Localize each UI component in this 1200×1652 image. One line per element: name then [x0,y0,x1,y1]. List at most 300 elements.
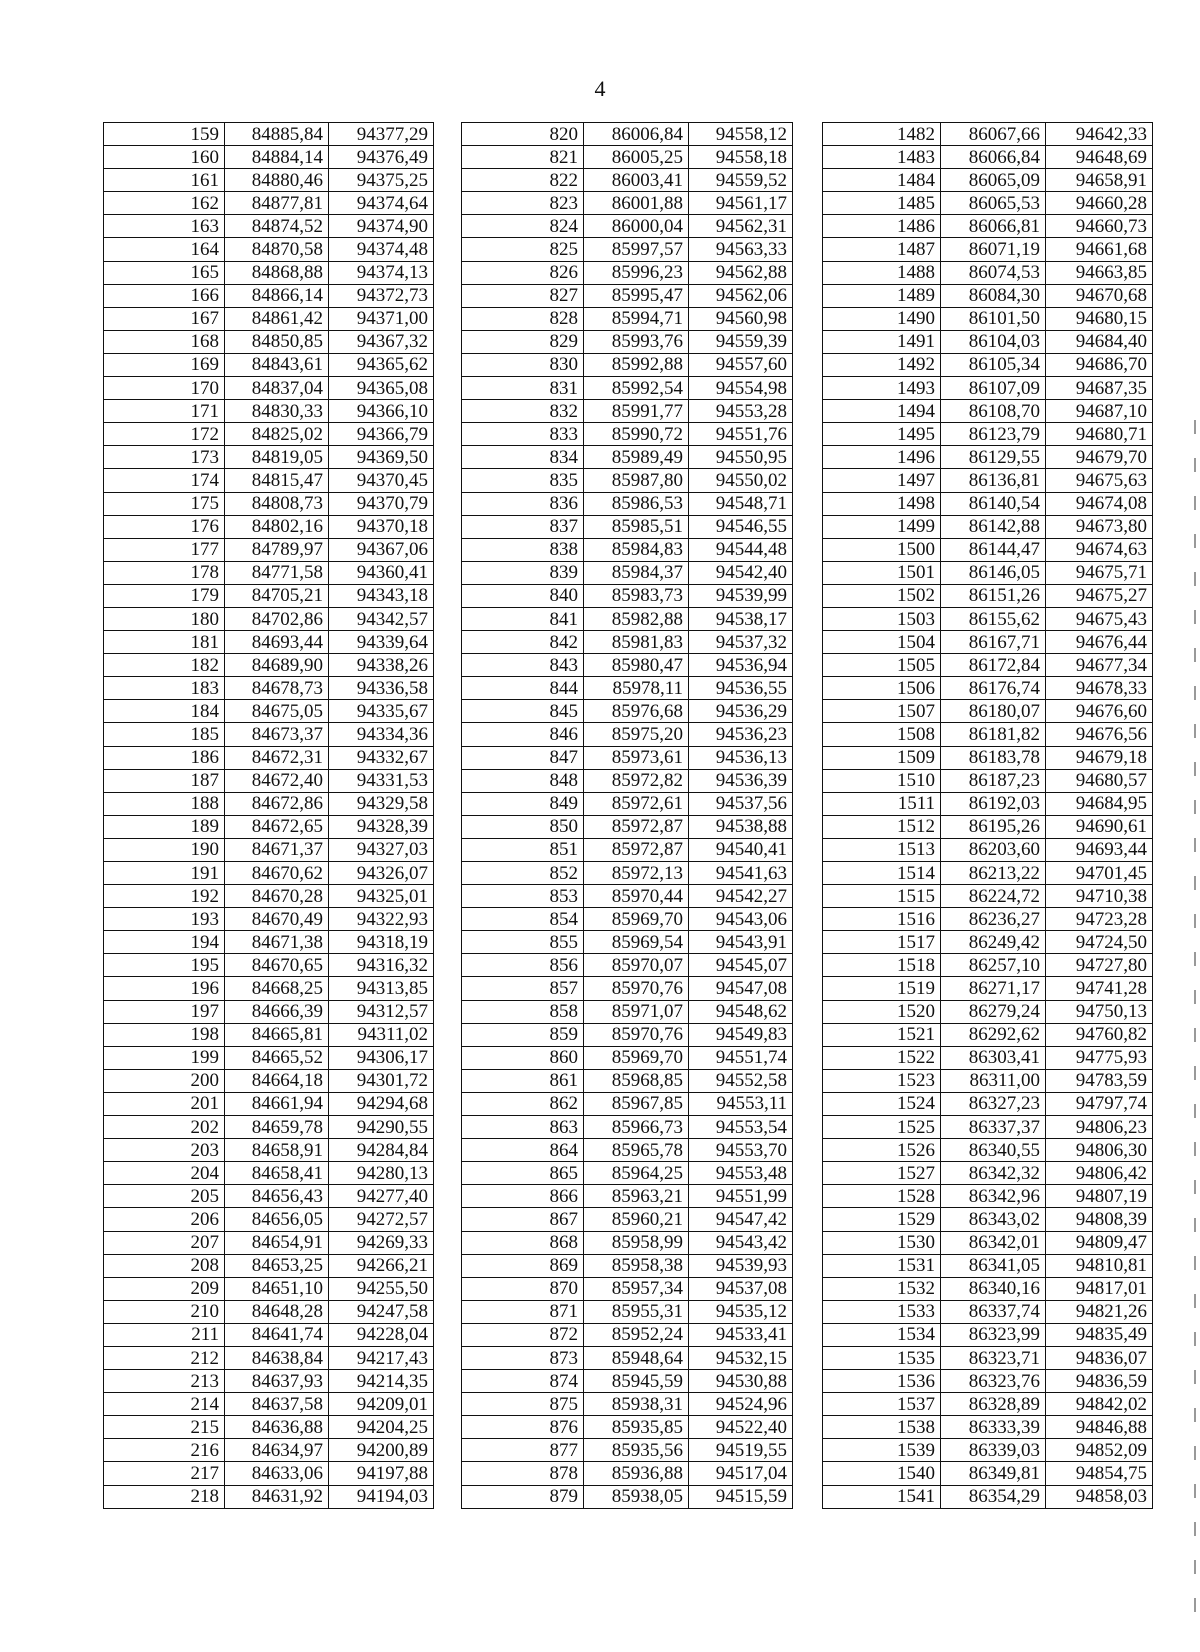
table-row [823,423,1153,446]
x-coordinate-cell: 86003,41 [584,169,689,192]
x-coordinate-cell: 84668,25 [225,977,329,1000]
point-number-cell: 216 [104,1439,225,1462]
table-row [462,1023,793,1046]
table-row [104,792,434,815]
point-number-cell: 837 [462,515,584,538]
x-coordinate-cell: 86342,96 [941,1185,1046,1208]
table-row [462,1300,793,1323]
table-row [104,1208,434,1231]
table-row [104,515,434,538]
table-row [104,169,434,192]
y-coordinate-cell: 94660,73 [1046,215,1153,238]
table-row [462,284,793,307]
x-coordinate-cell: 84634,97 [225,1439,329,1462]
y-coordinate-cell: 94370,18 [329,515,434,538]
y-coordinate-cell: 94551,74 [689,1046,793,1069]
x-coordinate-cell: 84636,88 [225,1416,329,1439]
table-row [462,862,793,885]
point-number-cell: 874 [462,1370,584,1393]
y-coordinate-cell: 94517,04 [689,1462,793,1485]
y-coordinate-cell: 94370,45 [329,469,434,492]
x-coordinate-cell: 85969,70 [584,908,689,931]
table-row [462,1092,793,1115]
y-coordinate-cell: 94217,43 [329,1346,434,1369]
x-coordinate-cell: 85958,99 [584,1231,689,1254]
point-number-cell: 856 [462,954,584,977]
table-row [462,746,793,769]
table-row [104,607,434,630]
y-coordinate-cell: 94675,63 [1046,469,1153,492]
point-number-cell: 836 [462,492,584,515]
x-coordinate-cell: 85955,31 [584,1300,689,1323]
point-number-cell: 820 [462,123,584,146]
x-coordinate-cell: 86142,88 [941,515,1046,538]
x-coordinate-cell: 85935,85 [584,1416,689,1439]
point-number-cell: 1493 [823,377,941,400]
point-number-cell: 213 [104,1370,225,1393]
point-number-cell: 187 [104,769,225,792]
table-row [104,677,434,700]
table-row [462,492,793,515]
x-coordinate-cell: 86333,39 [941,1416,1046,1439]
y-coordinate-cell: 94687,35 [1046,377,1153,400]
x-coordinate-cell: 85970,07 [584,954,689,977]
x-coordinate-cell: 85976,68 [584,700,689,723]
table-row [823,1277,1153,1300]
point-number-cell: 203 [104,1139,225,1162]
y-coordinate-cell: 94552,58 [689,1069,793,1092]
point-number-cell: 162 [104,192,225,215]
x-coordinate-cell: 85972,13 [584,862,689,885]
y-coordinate-cell: 94852,09 [1046,1439,1153,1462]
x-coordinate-cell: 85972,82 [584,769,689,792]
table-row [462,423,793,446]
point-number-cell: 183 [104,677,225,700]
table-row [104,1277,434,1300]
y-coordinate-cell: 94311,02 [329,1023,434,1046]
point-number-cell: 855 [462,931,584,954]
point-number-cell: 172 [104,423,225,446]
x-coordinate-cell: 85966,73 [584,1116,689,1139]
y-coordinate-cell: 94342,57 [329,607,434,630]
point-number-cell: 1507 [823,700,941,723]
x-coordinate-cell: 85968,85 [584,1069,689,1092]
x-coordinate-cell: 86323,99 [941,1323,1046,1346]
point-number-cell: 196 [104,977,225,1000]
table-row [462,769,793,792]
point-number-cell: 1505 [823,654,941,677]
x-coordinate-cell: 86249,42 [941,931,1046,954]
x-coordinate-cell: 84815,47 [225,469,329,492]
y-coordinate-cell: 94553,11 [689,1092,793,1115]
y-coordinate-cell: 94846,88 [1046,1416,1153,1439]
point-number-cell: 879 [462,1485,584,1508]
y-coordinate-cell: 94545,07 [689,954,793,977]
table-row [104,330,434,353]
table-row [823,238,1153,261]
point-number-cell: 1521 [823,1023,941,1046]
y-coordinate-cell: 94550,95 [689,446,793,469]
point-number-cell: 195 [104,954,225,977]
table-row [823,677,1153,700]
table-row [823,446,1153,469]
table-row [104,215,434,238]
point-number-cell: 1482 [823,123,941,146]
point-number-cell: 1501 [823,561,941,584]
table-row [823,1000,1153,1023]
x-coordinate-cell: 85964,25 [584,1162,689,1185]
table-row [462,931,793,954]
point-number-cell: 204 [104,1162,225,1185]
y-coordinate-cell: 94316,32 [329,954,434,977]
point-number-cell: 871 [462,1300,584,1323]
y-coordinate-cell: 94318,19 [329,931,434,954]
x-coordinate-cell: 84693,44 [225,631,329,654]
table-row [462,1462,793,1485]
point-number-cell: 826 [462,261,584,284]
point-number-cell: 1520 [823,1000,941,1023]
point-number-cell: 839 [462,561,584,584]
y-coordinate-cell: 94684,40 [1046,330,1153,353]
y-coordinate-cell: 94821,26 [1046,1300,1153,1323]
y-coordinate-cell: 94783,59 [1046,1069,1153,1092]
point-number-cell: 824 [462,215,584,238]
point-number-cell: 179 [104,584,225,607]
x-coordinate-cell: 84671,37 [225,838,329,861]
x-coordinate-cell: 84885,84 [225,123,329,146]
x-coordinate-cell: 85969,70 [584,1046,689,1069]
point-number-cell: 842 [462,631,584,654]
y-coordinate-cell: 94680,15 [1046,307,1153,330]
table-row [104,1300,434,1323]
table-row [462,469,793,492]
x-coordinate-cell: 84637,58 [225,1393,329,1416]
point-number-cell: 1529 [823,1208,941,1231]
table-row [823,261,1153,284]
x-coordinate-cell: 86271,17 [941,977,1046,1000]
point-number-cell: 865 [462,1162,584,1185]
x-coordinate-cell: 85991,77 [584,400,689,423]
point-number-cell: 188 [104,792,225,815]
table-row [462,215,793,238]
y-coordinate-cell: 94553,54 [689,1116,793,1139]
point-number-cell: 180 [104,607,225,630]
y-coordinate-cell: 94331,53 [329,769,434,792]
y-coordinate-cell: 94539,93 [689,1254,793,1277]
x-coordinate-cell: 84670,28 [225,885,329,908]
table-row [462,654,793,677]
point-number-cell: 1533 [823,1300,941,1323]
table-row [462,1139,793,1162]
x-coordinate-cell: 84689,90 [225,654,329,677]
table-row [823,1208,1153,1231]
point-number-cell: 852 [462,862,584,885]
table-row [104,238,434,261]
x-coordinate-cell: 84874,52 [225,215,329,238]
table-row [104,584,434,607]
point-number-cell: 202 [104,1116,225,1139]
table-row [104,1439,434,1462]
y-coordinate-cell: 94810,81 [1046,1254,1153,1277]
x-coordinate-cell: 84789,97 [225,538,329,561]
point-number-cell: 1485 [823,192,941,215]
table-row [823,492,1153,515]
x-coordinate-cell: 86311,00 [941,1069,1046,1092]
x-coordinate-cell: 85984,37 [584,561,689,584]
table-row [104,469,434,492]
y-coordinate-cell: 94551,99 [689,1185,793,1208]
x-coordinate-cell: 86192,03 [941,792,1046,815]
table-row [104,1092,434,1115]
table-row [462,515,793,538]
x-coordinate-cell: 85982,88 [584,607,689,630]
x-coordinate-cell: 85969,54 [584,931,689,954]
y-coordinate-cell: 94678,33 [1046,677,1153,700]
table-row [462,353,793,376]
x-coordinate-cell: 84670,62 [225,862,329,885]
x-coordinate-cell: 85957,34 [584,1277,689,1300]
y-coordinate-cell: 94536,13 [689,746,793,769]
table-row [823,792,1153,815]
table-row [823,746,1153,769]
point-number-cell: 189 [104,815,225,838]
x-coordinate-cell: 84656,43 [225,1185,329,1208]
point-number-cell: 859 [462,1023,584,1046]
point-number-cell: 185 [104,723,225,746]
y-coordinate-cell: 94858,03 [1046,1485,1153,1508]
y-coordinate-cell: 94557,60 [689,353,793,376]
point-number-cell: 845 [462,700,584,723]
x-coordinate-cell: 86181,82 [941,723,1046,746]
point-number-cell: 1532 [823,1277,941,1300]
table-row [104,1462,434,1485]
point-number-cell: 182 [104,654,225,677]
point-number-cell: 864 [462,1139,584,1162]
x-coordinate-cell: 86172,84 [941,654,1046,677]
table-row [823,862,1153,885]
point-number-cell: 867 [462,1208,584,1231]
x-coordinate-cell: 85971,07 [584,1000,689,1023]
point-number-cell: 181 [104,631,225,654]
x-coordinate-cell: 84825,02 [225,423,329,446]
y-coordinate-cell: 94374,90 [329,215,434,238]
point-number-cell: 847 [462,746,584,769]
y-coordinate-cell: 94559,39 [689,330,793,353]
point-number-cell: 1523 [823,1069,941,1092]
point-number-cell: 193 [104,908,225,931]
x-coordinate-cell: 84870,58 [225,238,329,261]
y-coordinate-cell: 94543,91 [689,931,793,954]
point-number-cell: 173 [104,446,225,469]
x-coordinate-cell: 86183,78 [941,746,1046,769]
point-number-cell: 1537 [823,1393,941,1416]
point-number-cell: 191 [104,862,225,885]
table-row [823,1462,1153,1485]
x-coordinate-cell: 84861,42 [225,307,329,330]
y-coordinate-cell: 94228,04 [329,1323,434,1346]
y-coordinate-cell: 94301,72 [329,1069,434,1092]
point-number-cell: 862 [462,1092,584,1115]
table-row [823,954,1153,977]
point-number-cell: 205 [104,1185,225,1208]
coordinate-table-3 [822,122,1153,1509]
y-coordinate-cell: 94542,40 [689,561,793,584]
point-number-cell: 190 [104,838,225,861]
y-coordinate-cell: 94535,12 [689,1300,793,1323]
x-coordinate-cell: 85945,59 [584,1370,689,1393]
x-coordinate-cell: 84654,91 [225,1231,329,1254]
point-number-cell: 161 [104,169,225,192]
table-row [104,908,434,931]
x-coordinate-cell: 84884,14 [225,146,329,169]
table-row [104,862,434,885]
y-coordinate-cell: 94760,82 [1046,1023,1153,1046]
point-number-cell: 1538 [823,1416,941,1439]
point-number-cell: 1495 [823,423,941,446]
point-number-cell: 177 [104,538,225,561]
point-number-cell: 1516 [823,908,941,931]
table-row [823,192,1153,215]
table-row [823,700,1153,723]
table-row [462,1046,793,1069]
table-row [823,469,1153,492]
x-coordinate-cell: 86176,74 [941,677,1046,700]
x-coordinate-cell: 84651,10 [225,1277,329,1300]
point-number-cell: 214 [104,1393,225,1416]
x-coordinate-cell: 86236,27 [941,908,1046,931]
point-number-cell: 200 [104,1069,225,1092]
x-coordinate-cell: 84666,39 [225,1000,329,1023]
point-number-cell: 1514 [823,862,941,885]
y-coordinate-cell: 94558,18 [689,146,793,169]
y-coordinate-cell: 94559,52 [689,169,793,192]
x-coordinate-cell: 85960,21 [584,1208,689,1231]
table-row [823,584,1153,607]
point-number-cell: 1499 [823,515,941,538]
x-coordinate-cell: 84672,40 [225,769,329,792]
y-coordinate-cell: 94546,55 [689,515,793,538]
point-number-cell: 866 [462,1185,584,1208]
y-coordinate-cell: 94684,95 [1046,792,1153,815]
point-number-cell: 194 [104,931,225,954]
point-number-cell: 831 [462,377,584,400]
y-coordinate-cell: 94360,41 [329,561,434,584]
table-row [823,1023,1153,1046]
point-number-cell: 1539 [823,1439,941,1462]
point-number-cell: 825 [462,238,584,261]
y-coordinate-cell: 94741,28 [1046,977,1153,1000]
point-number-cell: 206 [104,1208,225,1231]
table-row [823,377,1153,400]
point-number-cell: 174 [104,469,225,492]
table-row [104,931,434,954]
y-coordinate-cell: 94200,89 [329,1439,434,1462]
y-coordinate-cell: 94549,83 [689,1023,793,1046]
table-row [104,1116,434,1139]
y-coordinate-cell: 94675,43 [1046,607,1153,630]
y-coordinate-cell: 94269,33 [329,1231,434,1254]
table-row [462,954,793,977]
x-coordinate-cell: 86000,04 [584,215,689,238]
table-row [104,654,434,677]
table-row [823,561,1153,584]
x-coordinate-cell: 86323,71 [941,1346,1046,1369]
point-number-cell: 1500 [823,538,941,561]
x-coordinate-cell: 85970,76 [584,977,689,1000]
y-coordinate-cell: 94366,10 [329,400,434,423]
coordinate-table-1 [103,122,434,1509]
y-coordinate-cell: 94679,18 [1046,746,1153,769]
table-row [462,1370,793,1393]
y-coordinate-cell: 94537,08 [689,1277,793,1300]
point-number-cell: 165 [104,261,225,284]
x-coordinate-cell: 84659,78 [225,1116,329,1139]
x-coordinate-cell: 86155,62 [941,607,1046,630]
y-coordinate-cell: 94366,79 [329,423,434,446]
y-coordinate-cell: 94680,71 [1046,423,1153,446]
table-row [823,631,1153,654]
point-number-cell: 877 [462,1439,584,1462]
x-coordinate-cell: 85992,54 [584,377,689,400]
y-coordinate-cell: 94376,49 [329,146,434,169]
y-coordinate-cell: 94642,33 [1046,123,1153,146]
y-coordinate-cell: 94686,70 [1046,353,1153,376]
point-number-cell: 1534 [823,1323,941,1346]
point-number-cell: 1511 [823,792,941,815]
x-coordinate-cell: 84673,37 [225,723,329,746]
table-row [823,1139,1153,1162]
point-number-cell: 1483 [823,146,941,169]
table-row [823,353,1153,376]
x-coordinate-cell: 84664,18 [225,1069,329,1092]
y-coordinate-cell: 94658,91 [1046,169,1153,192]
point-number-cell: 873 [462,1346,584,1369]
table-row [104,492,434,515]
y-coordinate-cell: 94542,27 [689,885,793,908]
table-row [462,723,793,746]
point-number-cell: 159 [104,123,225,146]
point-number-cell: 217 [104,1462,225,1485]
y-coordinate-cell: 94854,75 [1046,1462,1153,1485]
table-row [462,1208,793,1231]
y-coordinate-cell: 94724,50 [1046,931,1153,954]
x-coordinate-cell: 86084,30 [941,284,1046,307]
table-row [104,1162,434,1185]
point-number-cell: 1531 [823,1254,941,1277]
y-coordinate-cell: 94367,06 [329,538,434,561]
table-row [462,1277,793,1300]
point-number-cell: 1524 [823,1092,941,1115]
table-row [104,146,434,169]
y-coordinate-cell: 94806,30 [1046,1139,1153,1162]
y-coordinate-cell: 94710,38 [1046,885,1153,908]
y-coordinate-cell: 94536,94 [689,654,793,677]
y-coordinate-cell: 94266,21 [329,1254,434,1277]
point-number-cell: 1513 [823,838,941,861]
y-coordinate-cell: 94532,15 [689,1346,793,1369]
table-row [462,261,793,284]
point-number-cell: 1540 [823,1462,941,1485]
table-row [462,1116,793,1139]
x-coordinate-cell: 84850,85 [225,330,329,353]
x-coordinate-cell: 85935,56 [584,1439,689,1462]
y-coordinate-cell: 94797,74 [1046,1092,1153,1115]
y-coordinate-cell: 94723,28 [1046,908,1153,931]
point-number-cell: 822 [462,169,584,192]
table-row [104,1069,434,1092]
point-number-cell: 848 [462,769,584,792]
point-number-cell: 1519 [823,977,941,1000]
